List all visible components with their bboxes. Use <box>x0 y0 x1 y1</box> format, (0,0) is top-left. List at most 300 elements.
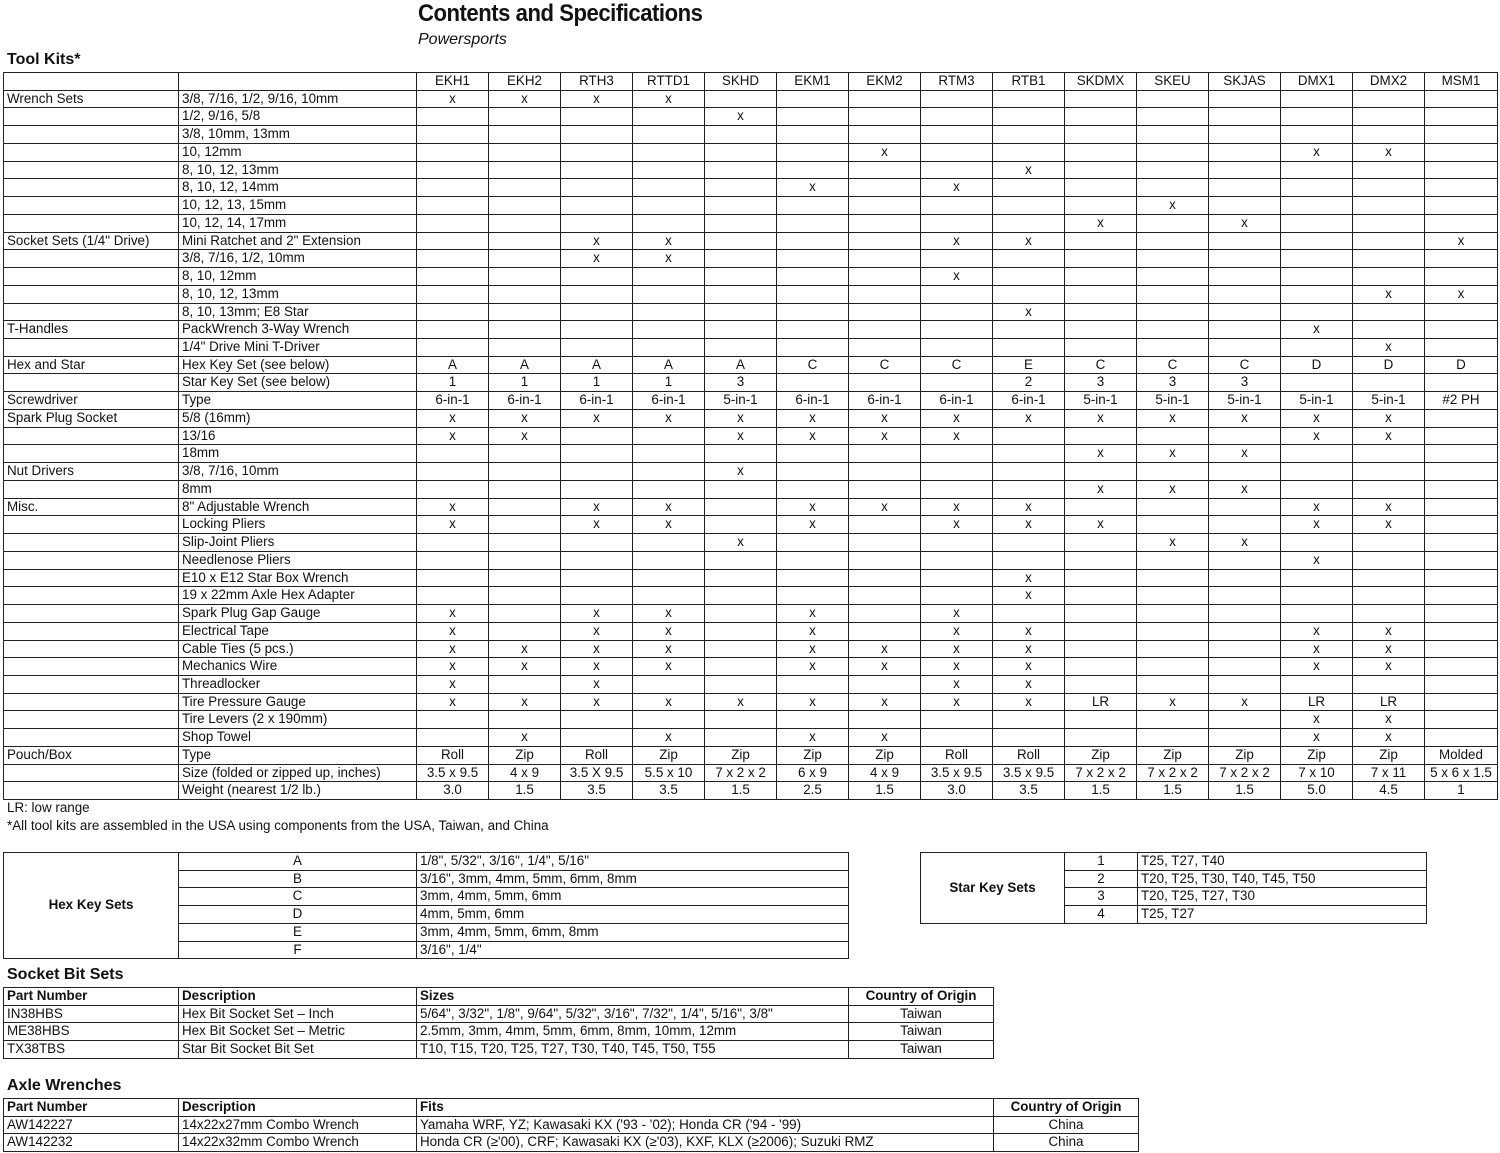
kit-item-cell: 3/8, 10mm, 13mm <box>179 126 417 144</box>
kit-value-cell <box>705 232 777 250</box>
kit-value-cell <box>1353 321 1425 339</box>
kit-category-cell <box>4 108 179 126</box>
kit-row <box>4 693 1498 711</box>
kit-value-cell <box>1209 339 1281 357</box>
kit-value-cell: 5 x 6 x 1.5 <box>1425 764 1498 782</box>
kit-value-cell <box>993 339 1065 357</box>
kit-row <box>4 268 1498 286</box>
kit-value-cell: 3.0 <box>921 782 993 800</box>
kit-value-cell: x <box>1209 445 1281 463</box>
kit-category-cell <box>4 729 179 747</box>
kit-category-cell <box>4 640 179 658</box>
kit-value-cell: C <box>777 356 849 374</box>
kit-value-cell <box>921 143 993 161</box>
kit-value-cell: LR <box>1353 693 1425 711</box>
kit-value-cell <box>705 90 777 108</box>
kit-value-cell: x <box>561 516 633 534</box>
kit-value-cell <box>1137 214 1209 232</box>
kit-value-cell <box>705 587 777 605</box>
kit-value-cell: Roll <box>921 746 993 764</box>
kit-item-cell: Slip-Joint Pliers <box>179 534 417 552</box>
kit-item-cell: 10, 12, 13, 15mm <box>179 197 417 215</box>
kit-value-cell <box>633 445 705 463</box>
kit-value-cell <box>1353 126 1425 144</box>
kit-value-cell: x <box>1425 285 1498 303</box>
kit-value-cell: x <box>1065 480 1137 498</box>
kit-value-cell <box>1425 711 1498 729</box>
hex-key-code: F <box>179 941 417 959</box>
kit-value-cell <box>777 232 849 250</box>
kit-item-cell: Spark Plug Gap Gauge <box>179 605 417 623</box>
kit-value-cell <box>1425 658 1498 676</box>
kit-value-cell <box>417 250 489 268</box>
kit-row <box>4 516 1498 534</box>
kit-value-cell: x <box>489 729 561 747</box>
kit-value-cell <box>1425 143 1498 161</box>
kit-value-cell: 5-in-1 <box>705 392 777 410</box>
kit-value-cell: 3.0 <box>417 782 489 800</box>
kit-value-cell <box>1065 179 1137 197</box>
kit-value-cell <box>1281 126 1353 144</box>
kit-value-cell <box>633 534 705 552</box>
kit-item-cell: Type <box>179 746 417 764</box>
kit-value-cell: 5.0 <box>1281 782 1353 800</box>
kit-item-cell: 10, 12, 14, 17mm <box>179 214 417 232</box>
kit-value-cell <box>1353 534 1425 552</box>
kit-value-cell: x <box>633 658 705 676</box>
kit-value-cell <box>417 480 489 498</box>
kit-value-cell: x <box>921 640 993 658</box>
kit-value-cell <box>1209 658 1281 676</box>
kit-value-cell <box>1425 693 1498 711</box>
kit-value-cell <box>1281 161 1353 179</box>
kit-value-cell: x <box>1353 729 1425 747</box>
kit-value-cell <box>1353 161 1425 179</box>
kit-value-cell <box>1425 197 1498 215</box>
kit-value-cell: 1.5 <box>1209 782 1281 800</box>
kit-value-cell <box>489 108 561 126</box>
kit-value-cell <box>1209 516 1281 534</box>
kit-value-cell <box>849 516 921 534</box>
kit-value-cell <box>489 569 561 587</box>
kit-value-cell <box>417 303 489 321</box>
kit-value-cell <box>633 126 705 144</box>
kit-value-cell <box>417 711 489 729</box>
kit-row <box>4 534 1498 552</box>
kit-value-cell <box>993 463 1065 481</box>
kit-row <box>4 303 1498 321</box>
kit-value-cell <box>993 179 1065 197</box>
kit-value-cell <box>561 197 633 215</box>
kit-value-cell: x <box>1353 658 1425 676</box>
kit-value-cell <box>1137 268 1209 286</box>
kit-value-cell <box>489 463 561 481</box>
kit-value-cell <box>1137 90 1209 108</box>
kit-value-cell: x <box>633 622 705 640</box>
kit-value-cell <box>849 250 921 268</box>
kit-value-cell: 6-in-1 <box>561 392 633 410</box>
kit-value-cell: x <box>633 693 705 711</box>
kit-value-cell <box>1209 250 1281 268</box>
kit-value-cell: x <box>993 658 1065 676</box>
kit-value-cell <box>921 711 993 729</box>
kit-value-cell: x <box>921 268 993 286</box>
kit-value-cell: x <box>777 693 849 711</box>
kit-value-cell: x <box>1281 711 1353 729</box>
kit-value-cell: x <box>1281 622 1353 640</box>
kit-value-cell <box>417 268 489 286</box>
kit-value-cell <box>777 108 849 126</box>
kit-value-cell <box>705 551 777 569</box>
kit-value-cell: x <box>1425 232 1498 250</box>
kit-category-cell: Pouch/Box <box>4 746 179 764</box>
kit-value-cell: D <box>1281 356 1353 374</box>
kit-value-cell <box>561 161 633 179</box>
kit-value-cell: x <box>561 693 633 711</box>
kit-value-cell: x <box>705 409 777 427</box>
kit-value-cell <box>1353 179 1425 197</box>
axle-wrench-header: Part Number <box>4 1099 179 1117</box>
kit-value-cell <box>633 268 705 286</box>
kit-row <box>4 675 1498 693</box>
kit-value-cell <box>1425 303 1498 321</box>
kit-value-cell <box>777 321 849 339</box>
kit-value-cell <box>1425 268 1498 286</box>
kit-value-cell <box>1065 622 1137 640</box>
kit-value-cell: 7 x 2 x 2 <box>705 764 777 782</box>
kit-row <box>4 782 1498 800</box>
kit-value-cell <box>1281 214 1353 232</box>
kit-category-cell <box>4 427 179 445</box>
socket-bit-set-cell: T10, T15, T20, T25, T27, T30, T40, T45, T50, T55 <box>417 1041 849 1059</box>
kit-value-cell: x <box>1209 693 1281 711</box>
kit-value-cell <box>1137 285 1209 303</box>
kit-value-cell <box>417 534 489 552</box>
kit-item-cell: Type <box>179 392 417 410</box>
kit-value-cell <box>777 214 849 232</box>
kit-value-cell <box>1209 321 1281 339</box>
kit-value-cell <box>1281 268 1353 286</box>
kit-value-cell: 4 x 9 <box>489 764 561 782</box>
kit-value-cell: 3.5 x 9.5 <box>993 764 1065 782</box>
kit-row <box>4 445 1498 463</box>
kit-category-cell <box>4 374 179 392</box>
kit-row <box>4 658 1498 676</box>
kit-value-cell <box>417 179 489 197</box>
kit-value-cell <box>417 587 489 605</box>
kit-row <box>4 339 1498 357</box>
kit-value-cell <box>1353 214 1425 232</box>
kit-value-cell: x <box>417 658 489 676</box>
kit-category-cell <box>4 711 179 729</box>
kit-value-cell: x <box>633 729 705 747</box>
kit-value-cell <box>1425 534 1498 552</box>
kit-value-cell: C <box>849 356 921 374</box>
kit-category-cell <box>4 675 179 693</box>
kit-value-cell <box>921 90 993 108</box>
kit-value-cell <box>777 90 849 108</box>
kit-value-cell: 5-in-1 <box>1137 392 1209 410</box>
kit-value-cell <box>921 463 993 481</box>
kit-item-cell: 8, 10, 12, 13mm <box>179 285 417 303</box>
kit-value-cell <box>633 711 705 729</box>
kit-value-cell: x <box>561 232 633 250</box>
kit-value-cell: x <box>921 605 993 623</box>
kit-item-cell: 3/8, 7/16, 1/2, 10mm <box>179 250 417 268</box>
kit-value-cell <box>1209 126 1281 144</box>
kit-value-cell: x <box>849 640 921 658</box>
kit-value-cell <box>1065 605 1137 623</box>
kit-value-cell <box>705 179 777 197</box>
kit-value-cell <box>777 285 849 303</box>
kit-value-cell <box>417 551 489 569</box>
kit-value-cell <box>1209 622 1281 640</box>
kit-value-cell <box>705 285 777 303</box>
kit-value-cell: x <box>777 179 849 197</box>
kit-value-cell <box>1425 516 1498 534</box>
kit-value-cell: 1.5 <box>705 782 777 800</box>
kit-category-cell <box>4 569 179 587</box>
kit-row <box>4 250 1498 268</box>
kit-item-cell: E10 x E12 Star Box Wrench <box>179 569 417 587</box>
kit-value-cell <box>1137 321 1209 339</box>
kit-value-cell <box>1065 551 1137 569</box>
kit-item-cell: Tire Pressure Gauge <box>179 693 417 711</box>
kit-value-cell <box>1425 640 1498 658</box>
kit-value-cell <box>705 268 777 286</box>
kit-value-cell <box>1425 675 1498 693</box>
kit-value-cell <box>993 268 1065 286</box>
kit-value-cell <box>1281 303 1353 321</box>
kit-value-cell: Zip <box>849 746 921 764</box>
kit-row <box>4 285 1498 303</box>
kit-value-cell <box>1065 534 1137 552</box>
kit-value-cell <box>561 268 633 286</box>
kit-value-cell <box>1281 480 1353 498</box>
kit-value-cell: x <box>993 516 1065 534</box>
kit-value-cell: 1.5 <box>1137 782 1209 800</box>
kit-row <box>4 126 1498 144</box>
kit-value-cell <box>705 605 777 623</box>
kit-column-header: DMX2 <box>1353 73 1425 91</box>
kit-value-cell: 1.5 <box>489 782 561 800</box>
axle-wrenches-table <box>3 1098 1139 1152</box>
kit-value-cell: Roll <box>561 746 633 764</box>
kit-row <box>4 764 1498 782</box>
kit-value-cell <box>561 587 633 605</box>
kit-value-cell <box>489 516 561 534</box>
kit-value-cell <box>921 729 993 747</box>
kit-value-cell <box>777 675 849 693</box>
kit-item-cell: Size (folded or zipped up, inches) <box>179 764 417 782</box>
kit-value-cell: x <box>849 409 921 427</box>
kit-value-cell: x <box>633 232 705 250</box>
kit-item-cell: 3/8, 7/16, 10mm <box>179 463 417 481</box>
kit-value-cell: x <box>705 463 777 481</box>
kit-value-cell <box>777 143 849 161</box>
kit-value-cell <box>561 711 633 729</box>
kit-value-cell <box>1353 374 1425 392</box>
kit-value-cell: x <box>1281 516 1353 534</box>
kit-value-cell: x <box>633 516 705 534</box>
kit-value-cell: 2 <box>993 374 1065 392</box>
kit-value-cell: 7 x 2 x 2 <box>1209 764 1281 782</box>
kit-value-cell <box>1065 498 1137 516</box>
kit-value-cell <box>1209 675 1281 693</box>
axle-wrench-row <box>4 1134 1139 1152</box>
kit-row <box>4 409 1498 427</box>
kit-value-cell: x <box>1065 445 1137 463</box>
kit-value-cell: x <box>921 409 993 427</box>
kit-value-cell <box>489 214 561 232</box>
kit-item-cell: 1/2, 9/16, 5/8 <box>179 108 417 126</box>
socket-bit-set-cell: Taiwan <box>849 1041 994 1059</box>
kit-item-cell: PackWrench 3-Way Wrench <box>179 321 417 339</box>
kit-value-cell <box>705 214 777 232</box>
kit-value-cell <box>489 551 561 569</box>
kit-item-cell: 8, 10, 12, 13mm <box>179 161 417 179</box>
kit-item-cell: 13/16 <box>179 427 417 445</box>
kit-value-cell <box>705 321 777 339</box>
kit-value-cell: x <box>1137 693 1209 711</box>
kit-value-cell <box>777 339 849 357</box>
kit-value-cell <box>1065 587 1137 605</box>
kit-value-cell <box>1137 232 1209 250</box>
kit-category-cell <box>4 764 179 782</box>
kit-value-cell <box>921 197 993 215</box>
kit-item-cell: 8mm <box>179 480 417 498</box>
kit-value-cell: x <box>489 427 561 445</box>
kit-value-cell <box>1137 126 1209 144</box>
kit-item-cell: Mini Ratchet and 2" Extension <box>179 232 417 250</box>
kit-value-cell <box>1353 445 1425 463</box>
kit-column-header: RTM3 <box>921 73 993 91</box>
kit-value-cell: 3.5 x 9.5 <box>921 764 993 782</box>
kit-value-cell: x <box>849 498 921 516</box>
kit-value-cell <box>993 729 1065 747</box>
kit-value-cell <box>993 551 1065 569</box>
kit-value-cell <box>849 197 921 215</box>
kit-item-cell: Shop Towel <box>179 729 417 747</box>
kit-value-cell <box>561 179 633 197</box>
kit-value-cell: 1.5 <box>1065 782 1137 800</box>
kit-row <box>4 587 1498 605</box>
axle-wrench-cell: AW142232 <box>4 1134 179 1152</box>
kit-value-cell <box>417 339 489 357</box>
kit-value-cell <box>489 143 561 161</box>
kit-value-cell <box>705 711 777 729</box>
kit-value-cell <box>489 303 561 321</box>
hex-key-sizes: 3/16", 1/4" <box>417 941 849 959</box>
kit-value-cell <box>1353 108 1425 126</box>
kit-value-cell <box>705 339 777 357</box>
kit-item-cell: Hex Key Set (see below) <box>179 356 417 374</box>
kit-value-cell <box>1281 374 1353 392</box>
kit-value-cell <box>777 161 849 179</box>
kit-value-cell <box>1353 303 1425 321</box>
axle-wrench-row <box>4 1116 1139 1134</box>
kit-category-cell: Screwdriver <box>4 392 179 410</box>
kit-value-cell <box>1065 303 1137 321</box>
kit-value-cell: Molded <box>1425 746 1498 764</box>
kit-value-cell <box>849 711 921 729</box>
socket-bit-sets-heading: Socket Bit Sets <box>7 966 124 983</box>
kit-value-cell: x <box>1281 427 1353 445</box>
kit-category-cell: Socket Sets (1/4" Drive) <box>4 232 179 250</box>
kit-value-cell <box>633 339 705 357</box>
kit-value-cell <box>1065 250 1137 268</box>
kit-value-cell: x <box>561 622 633 640</box>
kit-value-cell <box>1065 427 1137 445</box>
kit-value-cell <box>633 427 705 445</box>
kit-value-cell: 3.5 <box>993 782 1065 800</box>
kit-value-cell <box>1137 675 1209 693</box>
kit-value-cell: A <box>417 356 489 374</box>
kit-value-cell: x <box>1353 640 1425 658</box>
kit-value-cell: x <box>921 622 993 640</box>
kit-value-cell: x <box>921 179 993 197</box>
kit-value-cell <box>921 108 993 126</box>
kit-value-cell <box>1353 605 1425 623</box>
kit-value-cell <box>705 445 777 463</box>
kit-value-cell <box>489 126 561 144</box>
kit-row <box>4 463 1498 481</box>
kit-value-cell <box>1281 339 1353 357</box>
kit-value-cell: x <box>1353 339 1425 357</box>
kit-value-cell: x <box>561 675 633 693</box>
kit-value-cell <box>1137 179 1209 197</box>
kit-value-cell: Zip <box>1209 746 1281 764</box>
kit-value-cell <box>993 321 1065 339</box>
kit-category-cell <box>4 250 179 268</box>
kit-value-cell <box>993 427 1065 445</box>
kit-value-cell: x <box>1137 534 1209 552</box>
kit-value-cell <box>1065 108 1137 126</box>
kit-row <box>4 605 1498 623</box>
kit-value-cell <box>849 622 921 640</box>
kit-value-cell: x <box>1281 658 1353 676</box>
kit-value-cell <box>1353 587 1425 605</box>
kit-value-cell: x <box>561 605 633 623</box>
page-title: Contents and Specifications <box>418 0 703 27</box>
kit-item-cell: 8" Adjustable Wrench <box>179 498 417 516</box>
kit-value-cell: 5-in-1 <box>1281 392 1353 410</box>
kit-value-cell <box>705 480 777 498</box>
kit-category-cell <box>4 179 179 197</box>
kit-value-cell <box>849 463 921 481</box>
kit-value-cell: 1 <box>489 374 561 392</box>
hex-key-sizes: 3mm, 4mm, 5mm, 6mm <box>417 888 849 906</box>
kit-value-cell: x <box>777 427 849 445</box>
star-key-sizes: T25, T27, T40 <box>1138 853 1427 871</box>
kit-value-cell <box>561 463 633 481</box>
kit-value-cell <box>1353 480 1425 498</box>
kit-value-cell: x <box>993 161 1065 179</box>
kit-value-cell <box>633 569 705 587</box>
kit-value-cell <box>1209 551 1281 569</box>
kit-value-cell <box>849 551 921 569</box>
kit-value-cell <box>777 126 849 144</box>
kit-value-cell: x <box>1281 640 1353 658</box>
kit-value-cell: #2 PH <box>1425 392 1498 410</box>
kit-value-cell <box>1281 232 1353 250</box>
kit-value-cell <box>1065 161 1137 179</box>
kit-value-cell <box>1065 569 1137 587</box>
kit-value-cell <box>633 143 705 161</box>
kit-value-cell <box>1065 463 1137 481</box>
kit-value-cell: x <box>633 250 705 268</box>
kit-value-cell: x <box>417 516 489 534</box>
